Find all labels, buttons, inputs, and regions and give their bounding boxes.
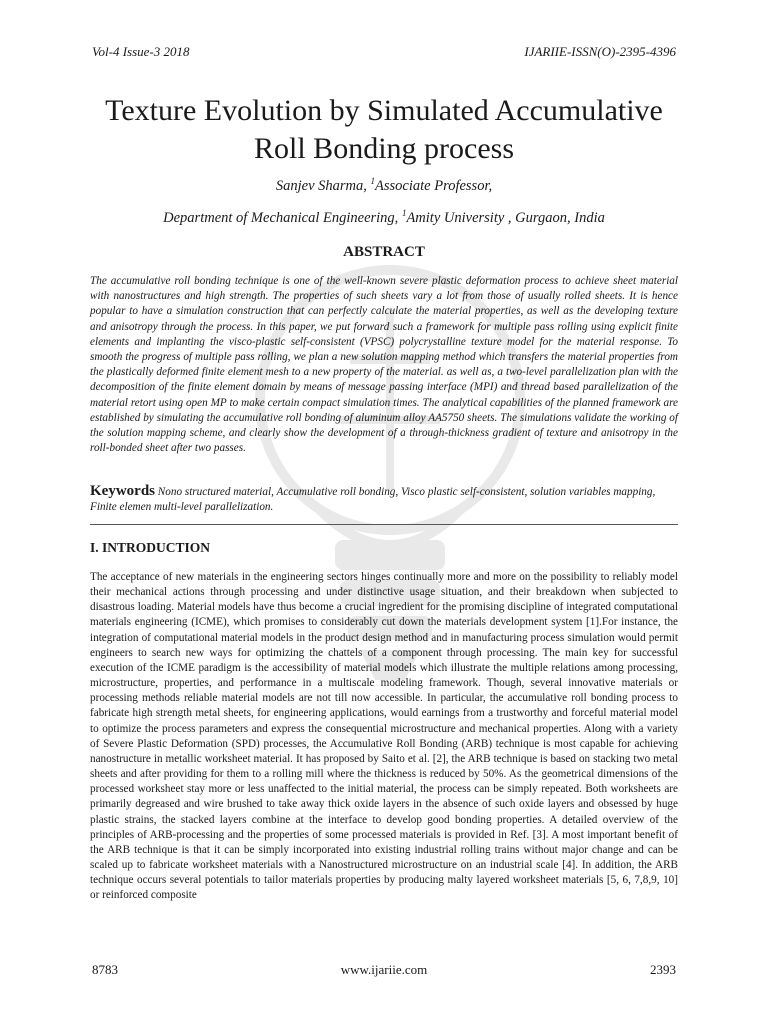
- introduction-heading: I. INTRODUCTION: [90, 540, 211, 555]
- abstract-text: The accumulative roll bonding technique is one of the well-known severe plastic deformation process to achieve sheet material with nanostructures and high strength. The properties of such sheets vary a lot from those of usually rolled sheets. It is hence popular to have a simulation construction that can perfectly calculate the material properties, as well as the developing texture and anisotropy through the process. In this paper, we put forward such a framework for multiple pass rolling using explicit finite elements and implanting the visco-plastic self-consistent (VPSC) polycrystalline texture model for the material response. To smooth the progress of multiple pass rolling, we plan a new solution mapping method which transfers the material properties from the plastically deformed finite element mesh to a new property of the material. as well as, a two-level parallelization plan with the decomposition of the finite element domain by means of message passing interface (MPI) and thread based parallelization of the material retort using open MP to make certain compact simulation times. The analytical capabilities of the planned framework are established by simulating the accumulative roll bonding of aluminum alloy AA5750 sheets. The simulations validate the working of the solution mapping scheme, and clearly show the development of a through-thickness gradient of texture and anisotropy in the roll-bonded sheet after two passes.: [90, 275, 678, 455]
- keywords-text: Nono structured material, Accumulative roll bonding, Visco plastic self-consistent, solution variables mapping, Finite elemen multi-level parallelization.: [90, 486, 656, 514]
- footer-website: www.ijariie.com: [340, 962, 428, 977]
- page-footer: [92, 962, 676, 978]
- title-line-1: Texture Evolution by Simulated Accumulative: [105, 94, 663, 127]
- author-sup: 1: [370, 176, 376, 186]
- affiliation-sup: 1: [401, 208, 407, 218]
- paper-title: [60, 92, 708, 168]
- page-header: [92, 44, 676, 60]
- author-line: [60, 176, 708, 195]
- footer-page-number: 2393: [650, 962, 676, 977]
- introduction-text: The acceptance of new materials in the engineering sectors hinges continually more and more on the possibility to reliably model their mechanical actions through processing and under distinctive usage situation, and their breakdown when subjected to disastrous loading. Material models have thus become a crucial ingredient for the promising discipline of integrated computational materials engineering (ICME), which promises to considerably cut down the materials development system [1].For instance, the integration of computational material models in the product design method and in manufacturing process simulation would permit engineers to search new ways for optimizing the chattels of a component through processing. The main key for successful execution of the ICME paradigm is the accessibility of material models which illustrate the multiple relations among processing, microstructure, properties, and performance in a multiscale modeling framework. Though, several innovative materials or processing methods reliable material models are not till now accessible. In particular, the accumulative roll bonding process to fabricate high strength metal sheets, for engineering applications, would earnings from a trustworthy and forceful material model to optimize the process parameters and express the consequential microstructure and mechanical properties. Along with a variety of Severe Plastic Deformation (SPD) processes, the Accumulative Roll Bonding (ARB) technique is most capable for achieving nanostructure in metallic worksheet material. It has proposed by Saito et al. [2], the ARB technique is based on stacking two metal sheets and after providing for them to a rolling mill where the thickness is reduced by 50%. As the geometrical dimensions of the processed worksheet stay more or less unaffected to the initial material, the process can be simply repeated. Both worksheets are primarily degreased and wire brushed to take away thick oxide layers in the absence of such oxide layers and obsessed by huge plastic strains, the stacked layers combine at the interface to develop good bonding properties. A detailed overview of the principles of ARB-processing and the properties of some processed materials is provided in Ref. [3]. A most important benefit of the ARB technique is that it can be simply incorporated into existing industrial rolling trains without major change and can be scaled up to fabricate worksheet materials with a Nanostructured microstructure on an industrial scale [4]. In addition, the ARB technique occurs several potentials to tailor materials properties by producing malty layered worksheet materials [5, 6, 7,8,9, 10] or reinforced composite: [90, 571, 678, 902]
- keywords-label: Keywords: [90, 483, 155, 499]
- abstract-heading: ABSTRACT: [343, 244, 425, 260]
- keywords: [90, 484, 678, 515]
- author-name: Sanjev Sharma,: [275, 177, 371, 194]
- affiliation-org: Amity University , Gurgaon, India: [406, 209, 605, 226]
- journal-issn: IJARIIE-ISSN(O)-2395-4396: [524, 44, 676, 59]
- affiliation-dept: Department of Mechanical Engineering,: [163, 209, 402, 226]
- affiliation-line: [60, 208, 708, 227]
- journal-volume: Vol-4 Issue-3 2018: [92, 44, 190, 59]
- section-divider: [90, 524, 678, 525]
- footer-page-id: 8783: [92, 962, 118, 977]
- title-line-2: Roll Bonding process: [254, 132, 514, 165]
- author-role: Associate Professor,: [375, 177, 493, 194]
